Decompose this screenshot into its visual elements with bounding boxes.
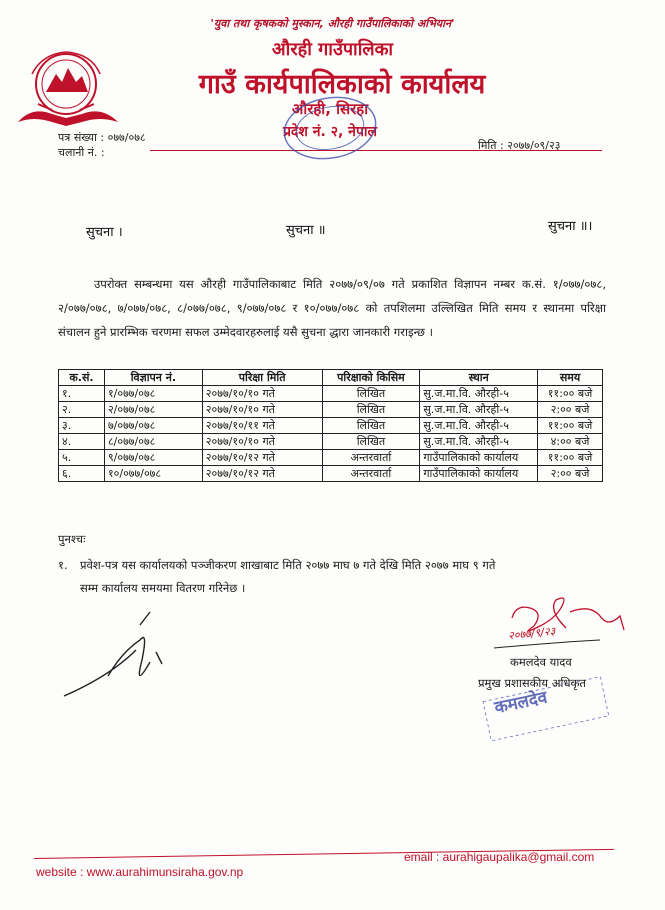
cell-venue: सु.ज.मा.वि. औरही-५ [420, 418, 538, 434]
col-header-time: समय [538, 370, 603, 386]
letter-number: पत्र संख्या : ०७७/०७८ [58, 131, 146, 144]
cell-exam-type: लिखित [322, 402, 420, 418]
left-signature [64, 612, 162, 696]
letter-date: मिति : २०७७/०९/२३ [478, 139, 561, 152]
cell-time: ४:०० बजे [538, 434, 603, 450]
cell-serial: ६. [59, 466, 105, 482]
cell-exam-type: अन्तरवार्ता [322, 466, 420, 482]
cell-ad-number: १०/०७७/०७८ [104, 466, 202, 482]
cell-exam-type: लिखित [322, 434, 420, 450]
org-name: औरही गाउँपालिका [271, 39, 394, 60]
cell-serial: ४. [59, 434, 105, 450]
cell-time: ११:०० बजे [538, 386, 603, 402]
body-text: उपरोक्त सम्बन्धमा यस औरही गाउँपालिकाबाट मिति २०७७/०९/०७ गते प्रकाशित विज्ञापन नम्बर क.सं. १/०७७/०७८, २/०७७/०७८, ७/०७७/०७८, ८/०७७/०७८, ९/०७७/०७८ र १०/०७७/०७८ को तपशिलमा उल्लिखित मिति समय र स्थानमा परिक्षा संचालन हुने प्रारम्भिक चरणमा सफल उम्मेदवारहरुलाई यसै सुचना द्धारा जानकारी गराइन्छ । [58, 277, 606, 339]
dispatch-number: चलानी नं. : [58, 146, 105, 159]
cell-venue: सु.ज.मा.वि. औरही-५ [420, 386, 538, 402]
office-seal-stamp [279, 90, 380, 165]
cell-serial: २. [59, 402, 105, 418]
postscript-item-line-2: सम्म कार्यालय समयमा वितरण गरिनेछ । [80, 581, 246, 595]
footer-website: website : www.aurahimunsiraha.gov.np [36, 865, 244, 879]
col-header-venue: स्थान [420, 370, 538, 386]
cell-time: ११:०० बजे [538, 450, 603, 466]
stamp-name: कमलदेव [492, 687, 550, 719]
postscript-item-line-1: प्रवेश-पत्र यस कार्यालयको पञ्जीकरण शाखाबाट मिति २०७७ माघ ७ गते देखि मिति २०७७ माघ ९ गते [80, 558, 496, 572]
col-header-exam-date: परिक्षा मिति [202, 370, 322, 386]
cell-ad-number: ७/०७७/०७८ [104, 418, 202, 434]
cell-ad-number: ८/०७७/०७८ [104, 434, 202, 450]
notice-heading-1: सुचना । [86, 225, 123, 240]
cell-exam-date: २०७७/१०/१० गते [202, 434, 322, 450]
cell-time: २:०० बजे [538, 402, 603, 418]
cell-exam-date: २०७७/१०/११ गते [202, 418, 322, 434]
cell-exam-type: अन्तरवार्ता [322, 450, 420, 466]
cell-time: ११:०० बजे [538, 418, 603, 434]
office-address: औरही, सिरहा [291, 100, 369, 118]
signatory-name: कमलदेव यादव [510, 655, 572, 669]
notice-heading-3: सुचना ॥। [548, 219, 593, 234]
cell-ad-number: १/०७७/०७८ [104, 386, 202, 402]
slogan: 'युवा तथा कृषकको मुस्कान, औरही गाउँपालिकाको अभियान' [210, 17, 455, 30]
cell-exam-date: २०७७/१०/१२ गते [202, 450, 322, 466]
cell-serial: ३. [59, 418, 105, 434]
col-header-exam-type: परिक्षाको किसिम [322, 370, 420, 386]
cell-ad-number: ९/०७७/०७८ [104, 450, 202, 466]
cell-exam-type: लिखित [322, 418, 420, 434]
notice-heading-2: सुचना ॥ [286, 223, 326, 238]
col-header-ad-number: विज्ञापन नं. [104, 370, 202, 386]
cell-time: २:०० बजे [538, 466, 603, 482]
footer-email: email : aurahigaupalika@gmail.com [404, 850, 595, 864]
cell-venue: सु.ज.मा.वि. औरही-५ [420, 402, 538, 418]
cell-exam-type: लिखित [322, 386, 420, 402]
handwritten-date: २०७७/९/२३ [507, 624, 557, 643]
cell-venue: गाउँपालिकाको कार्यालय [420, 450, 538, 466]
cell-exam-date: २०७७/१०/१० गते [202, 386, 322, 402]
cell-venue: गाउँपालिकाको कार्यालय [420, 466, 538, 482]
postscript-label: पुनश्चः [58, 532, 86, 546]
office-name: गाउँ कार्यपालिकाको कार्यालय [198, 69, 486, 100]
cell-serial: ५. [59, 450, 105, 466]
postscript-item-number: १. [58, 558, 68, 572]
signatory-title: प्रमुख प्रशासकीय अधिकृत [478, 676, 586, 690]
cell-ad-number: २/०७७/०७८ [104, 402, 202, 418]
col-header-serial: क.सं. [59, 370, 105, 386]
province-line: प्रदेश नं. २, नेपाल [282, 124, 378, 140]
cell-serial: १. [59, 386, 105, 402]
cell-exam-date: २०७७/१०/१० गते [202, 402, 322, 418]
cell-exam-date: २०७७/१०/१२ गते [202, 466, 322, 482]
cell-venue: सु.ज.मा.वि. औरही-५ [420, 434, 538, 450]
